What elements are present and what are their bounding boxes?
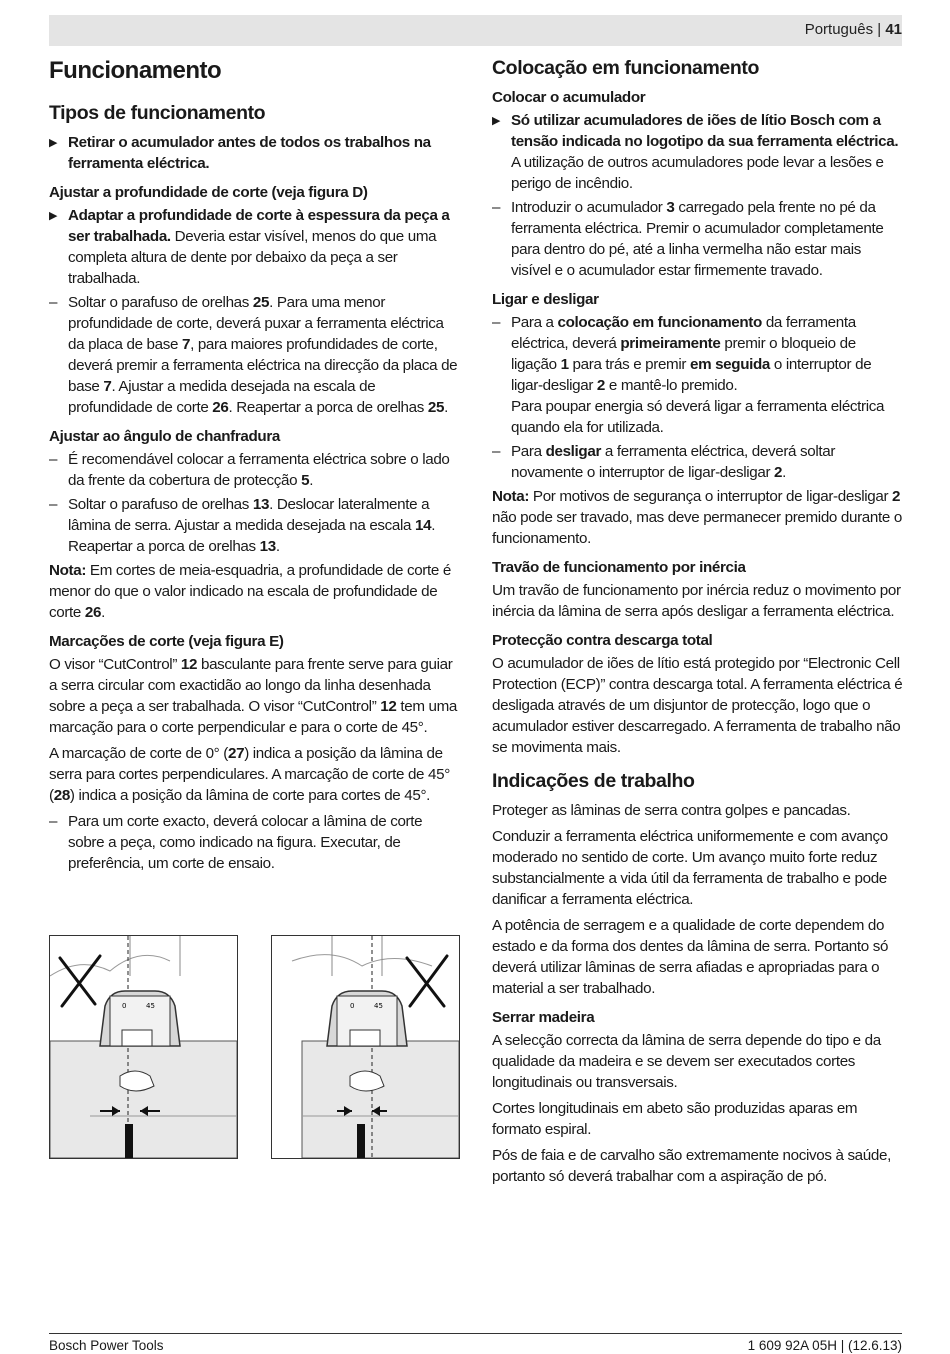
section-heading-types: Tipos de funcionamento bbox=[49, 102, 266, 124]
bullet-arrow-icon: ▶ bbox=[49, 137, 58, 149]
section-heading-start: Colocação em funcionamento bbox=[492, 57, 759, 79]
heading-onoff: Ligar e desligar bbox=[492, 291, 599, 308]
marks-paragraph-2: A marcação de corte de 0° (27) indica a posição da lâmina de serra para cortes perpendiculares. A marcação de corte de 45° (28) indica a posição da lâmina de corte para cortes de 45°. bbox=[49, 745, 450, 804]
heading-bevel: Ajustar ao ângulo de chanfradura bbox=[49, 428, 280, 445]
cutcontrol-illustration bbox=[272, 936, 459, 1158]
heading-protection: Protecção contra descarga total bbox=[492, 632, 713, 649]
brake-text: Um travão de funcionamento por inércia reduz o movimento por inércia da lâmina de serra após desligar a ferramenta eléctrica. bbox=[492, 582, 901, 620]
note-bevel: Nota: Em cortes de meia-esquadria, a profundidade de corte é menor do que o valor indicado na escala de profundidade de corte 26. bbox=[49, 562, 451, 621]
cutcontrol-illustration bbox=[50, 936, 237, 1158]
bullet-battery: ▶ Só utilizar acumuladores de iões de lítio Bosch com a tensão indicada no logotipo da sua ferramenta eléctrica. A utilização de outros acumuladores pode levar a lesões e perigo de incêndio. bbox=[492, 112, 899, 192]
warning-remove-battery: ▶ Retirar o acumulador antes de todos os trabalhos na ferramenta eléctrica. bbox=[49, 134, 431, 172]
header-bar bbox=[49, 15, 902, 46]
bullet-arrow-icon: ▶ bbox=[492, 115, 501, 127]
dash-marks: – Para um corte exacto, deverá colocar a lâmina de corte sobre a peça, como indicado na figura. Executar, de preferência, um corte de ensaio. bbox=[49, 813, 423, 872]
figure-wrong-cut-right bbox=[271, 935, 460, 1159]
tips-paragraph-2: Conduzir a ferramenta eléctrica uniformemente e com avanço moderado no sentido de corte. Um avanço muito forte reduz substancialmente a vida útil da ferramenta de trabalho e pode danificar a ferramenta eléctrica. bbox=[492, 828, 888, 908]
wrong-cross-icon bbox=[407, 956, 447, 1006]
dash-bevel-2: – Soltar o parafuso de orelhas 13. Deslocar lateralmente a lâmina de serra. Ajustar a medida desejada na escala 14. Reapertar a porca de orelhas 13. bbox=[49, 496, 436, 555]
heading-insert-battery: Colocar o acumulador bbox=[492, 89, 646, 106]
footer-brand: Bosch Power Tools bbox=[49, 1338, 164, 1353]
heading-marks: Marcações de corte (veja figura E) bbox=[49, 633, 284, 650]
svg-text:45: 45 bbox=[374, 1002, 383, 1010]
heading-brake: Travão de funcionamento por inércia bbox=[492, 559, 746, 576]
wood-paragraph-2: Cortes longitudinais em abeto são produzidas aparas em formato espiral. bbox=[492, 1100, 858, 1138]
figure-wrong-cut-left bbox=[49, 935, 238, 1159]
dash-switch-off: – Para desligar a ferramenta eléctrica, deverá soltar novamente o interruptor de ligar-desligar 2. bbox=[492, 443, 836, 481]
wood-paragraph-1: A selecção correcta da lâmina de serra depende do tipo e da qualidade da madeira e se devem ser executados cortes longitudinais ou transversais. bbox=[492, 1032, 881, 1091]
wood-paragraph-3: Pós de faia e de carvalho são extremamente nocivos à saúde, portanto só deverá trabalhar com a aspiração de pó. bbox=[492, 1147, 891, 1185]
footer-doc-number: 1 609 92A 05H | (12.6.13) bbox=[747, 1338, 902, 1353]
page-number: 41 bbox=[885, 21, 902, 38]
page-title: Funcionamento bbox=[49, 57, 222, 84]
dash-battery: – Introduzir o acumulador 3 carregado pela frente no pé da ferramenta eléctrica. Premir o acumulador completamente para dentro do pé, até a linha vermelha não estar mais visível e o acumulador estar firmemente travado. bbox=[492, 199, 884, 279]
note-switch: Nota: Por motivos de segurança o interruptor de ligar-desligar 2 não pode ser travado, mas deve permanecer premido durante o funcionamento. bbox=[492, 488, 902, 547]
left-column bbox=[49, 52, 461, 877]
footer-rule bbox=[49, 1333, 902, 1334]
tips-paragraph-1: Proteger as lâminas de serra contra golpes e pancadas. bbox=[492, 802, 851, 819]
section-heading-tips: Indicações de trabalho bbox=[492, 770, 695, 792]
tips-paragraph-3: A potência de serragem e a qualidade de corte dependem do estado e da forma dos dentes da lâmina de serra. Portanto só deverá utilizar lâminas de serra afiadas e apropriadas para o material a ser trabalhado. bbox=[492, 917, 889, 997]
protection-text: O acumulador de iões de lítio está protegido por “Electronic Cell Protection (ECP)” contra descarga total. A ferramenta eléctrica é desligada através de um disjuntor de protecção, logo que o acumulador estiver descarregado. A ferramenta de trabalho não se movimenta mais. bbox=[492, 655, 903, 756]
page-header bbox=[805, 21, 902, 38]
header-language: Português | bbox=[804, 21, 886, 38]
dash-depth: – Soltar o parafuso de orelhas 25. Para uma menor profundidade de corte, deverá puxar a ferramenta eléctrica da placa de base 7, para maiores profundidades de corte, deverá premir a ferramenta eléctrica na direcção da placa de base 7. Ajustar a medida desejada na escala de profundidade de corte 26. Reapertar a porca de orelhas 25. bbox=[49, 294, 458, 416]
bullet-arrow-icon: ▶ bbox=[49, 210, 58, 222]
dash-bevel-1: – É recomendável colocar a ferramenta eléctrica sobre o lado da frente da cobertura de protecção 5. bbox=[49, 451, 450, 489]
svg-text:0: 0 bbox=[122, 1002, 127, 1010]
dash-switch-on: – Para a colocação em funcionamento da ferramenta eléctrica, deverá primeiramente premir o bloqueio de ligação 1 para trás e premir em seguida o interruptor de ligar-desligar 2 e mantê-lo premido. Para poupar energia só deverá ligar a ferramenta eléctrica quando ela for utilizada. bbox=[492, 314, 885, 436]
right-column bbox=[492, 52, 904, 1192]
marks-paragraph-1: O visor “CutControl” 12 basculante para frente serve para guiar a serra circular com exactidão ao longo da linha desenhada sobre a peça a ser trabalhada. O visor “CutControl” 12 tem uma marcação para o corte perpendicular e para o corte de 45°. bbox=[49, 656, 457, 736]
heading-depth: Ajustar a profundidade de corte (veja figura D) bbox=[49, 184, 368, 201]
wrong-cross-icon bbox=[60, 956, 100, 1006]
svg-text:0: 0 bbox=[350, 1002, 355, 1010]
heading-wood: Serrar madeira bbox=[492, 1009, 595, 1026]
bullet-depth: ▶ Adaptar a profundidade de corte à espessura da peça a ser trabalhada. Deveria estar visível, menos do que uma completa altura de dente por debaixo da peça a ser trabalhada. bbox=[49, 207, 450, 287]
svg-text:45: 45 bbox=[146, 1002, 155, 1010]
